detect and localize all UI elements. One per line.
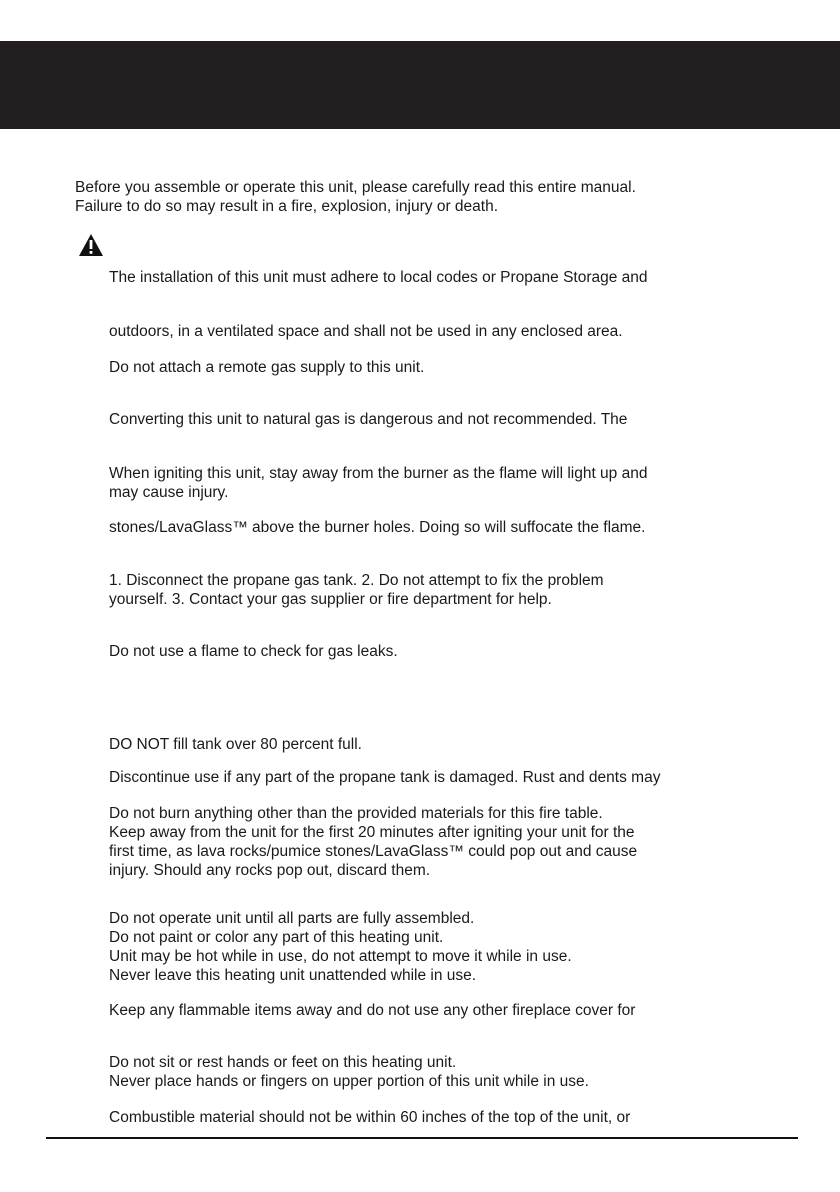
warning-item: Never leave this heating unit unattended while in use. bbox=[109, 967, 477, 984]
warning-item: Do not operate unit until all parts are fully assembled. bbox=[109, 910, 475, 927]
footer-rule bbox=[46, 1137, 798, 1139]
warning-item: outdoors, in a ventilated space and shall not be used in any enclosed area. bbox=[109, 323, 623, 340]
warning-item: Never place hands or fingers on upper portion of this unit while in use. bbox=[109, 1073, 589, 1090]
warning-item: Do not paint or color any part of this heating unit. bbox=[109, 929, 444, 946]
warning-item: Unit may be hot while in use, do not attempt to move it while in use. bbox=[109, 948, 572, 965]
warning-item: 1. Disconnect the propane gas tank. 2. Do not attempt to fix the problem bbox=[109, 572, 604, 589]
warning-item: Do not burn anything other than the provided materials for this fire table. bbox=[109, 805, 603, 822]
warning-item: Converting this unit to natural gas is dangerous and not recommended. The bbox=[109, 411, 628, 428]
warning-item: Combustible material should not be within 60 inches of the top of the unit, or bbox=[109, 1109, 631, 1126]
warning-item: Discontinue use if any part of the propane tank is damaged. Rust and dents may bbox=[109, 769, 661, 786]
warning-item: first time, as lava rocks/pumice stones/LavaGlass™ could pop out and cause bbox=[109, 843, 638, 860]
warning-item: stones/LavaGlass™ above the burner holes. Doing so will suffocate the flame. bbox=[109, 519, 646, 536]
warning-item: may cause injury. bbox=[109, 484, 229, 501]
warning-item: Do not use a flame to check for gas leaks. bbox=[109, 643, 398, 660]
warning-item: Do not attach a remote gas supply to this unit. bbox=[109, 359, 425, 376]
warning-item: The installation of this unit must adhere to local codes or Propane Storage and bbox=[109, 269, 648, 286]
warning-item: yourself. 3. Contact your gas supplier or fire department for help. bbox=[109, 591, 552, 608]
warning-item: Keep any flammable items away and do not use any other fireplace cover for bbox=[109, 1002, 636, 1019]
intro-line-2: Failure to do so may result in a fire, explosion, injury or death. bbox=[75, 198, 499, 215]
warning-item: DO NOT fill tank over 80 percent full. bbox=[109, 736, 362, 753]
warning-item: Do not sit or rest hands or feet on this heating unit. bbox=[109, 1054, 457, 1071]
header-bar bbox=[0, 41, 840, 129]
warning-triangle-icon bbox=[78, 233, 104, 257]
intro-line-1: Before you assemble or operate this unit, please carefully read this entire manual. bbox=[75, 179, 636, 196]
warning-item: injury. Should any rocks pop out, discard them. bbox=[109, 862, 431, 879]
warning-item: When igniting this unit, stay away from the burner as the flame will light up and bbox=[109, 465, 648, 482]
warning-item: Keep away from the unit for the first 20 minutes after igniting your unit for the bbox=[109, 824, 635, 841]
